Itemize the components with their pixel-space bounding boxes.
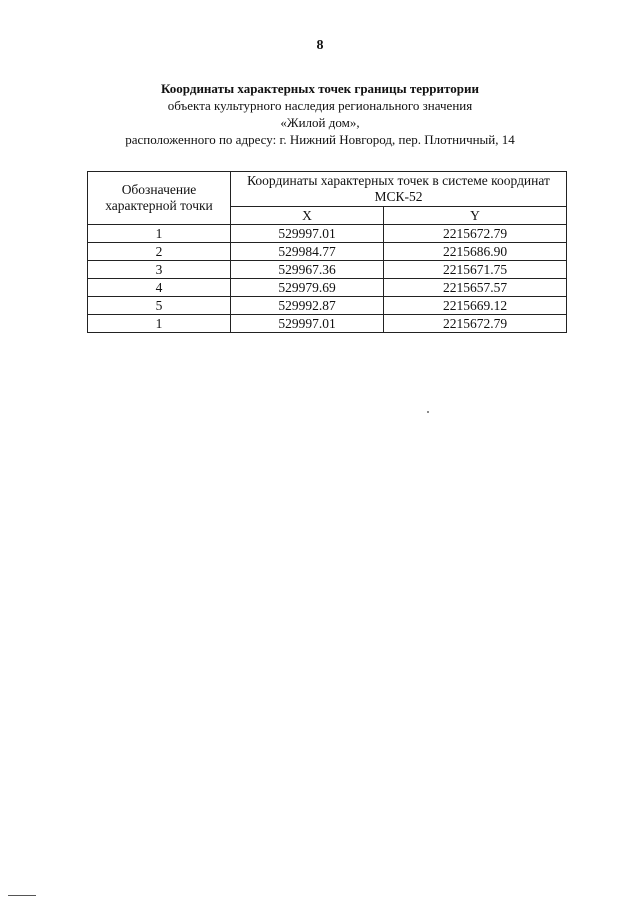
- cell-point: 3: [88, 261, 231, 279]
- cell-x: 529967.36: [231, 261, 384, 279]
- cell-point: 2: [88, 243, 231, 261]
- title-line-4: расположенного по адресу: г. Нижний Новгород, пер. Плотничный, 14: [125, 132, 515, 147]
- scan-speck: [427, 411, 429, 413]
- table-row: [88, 243, 567, 261]
- page-number: 8: [316, 38, 324, 53]
- coordinates-table-wrapper: [87, 171, 567, 333]
- table-header-row: [88, 172, 567, 207]
- cell-y: 2215686.90: [384, 243, 567, 261]
- cell-y: 2215669.12: [384, 297, 567, 315]
- table-row: [88, 225, 567, 243]
- cell-point: 1: [88, 225, 231, 243]
- header-x: X: [231, 207, 384, 225]
- table-row: [88, 279, 567, 297]
- cell-point: 1: [88, 315, 231, 333]
- cell-x: 529992.87: [231, 297, 384, 315]
- cell-y: 2215672.79: [384, 315, 567, 333]
- header-coordinates: Координаты характерных точек в системе координат МСК-52: [231, 172, 567, 207]
- cell-x: 529997.01: [231, 225, 384, 243]
- table-row: [88, 315, 567, 333]
- scan-edge-mark: [8, 895, 36, 896]
- header-point-designation: Обозначение характерной точки: [88, 172, 231, 225]
- cell-y: 2215672.79: [384, 225, 567, 243]
- cell-point: 4: [88, 279, 231, 297]
- table-row: [88, 261, 567, 279]
- title-line-1: Координаты характерных точек границы территории: [161, 81, 479, 96]
- header-y: Y: [384, 207, 567, 225]
- title-line-2: объекта культурного наследия регионального значения: [167, 98, 473, 113]
- cell-point: 5: [88, 297, 231, 315]
- cell-x: 529997.01: [231, 315, 384, 333]
- table-row: [88, 297, 567, 315]
- cell-y: 2215671.75: [384, 261, 567, 279]
- title-line-3: «Жилой дом»,: [280, 115, 360, 130]
- cell-x: 529979.69: [231, 279, 384, 297]
- coordinates-table: [87, 171, 567, 333]
- document-title: [60, 80, 580, 148]
- cell-x: 529984.77: [231, 243, 384, 261]
- cell-y: 2215657.57: [384, 279, 567, 297]
